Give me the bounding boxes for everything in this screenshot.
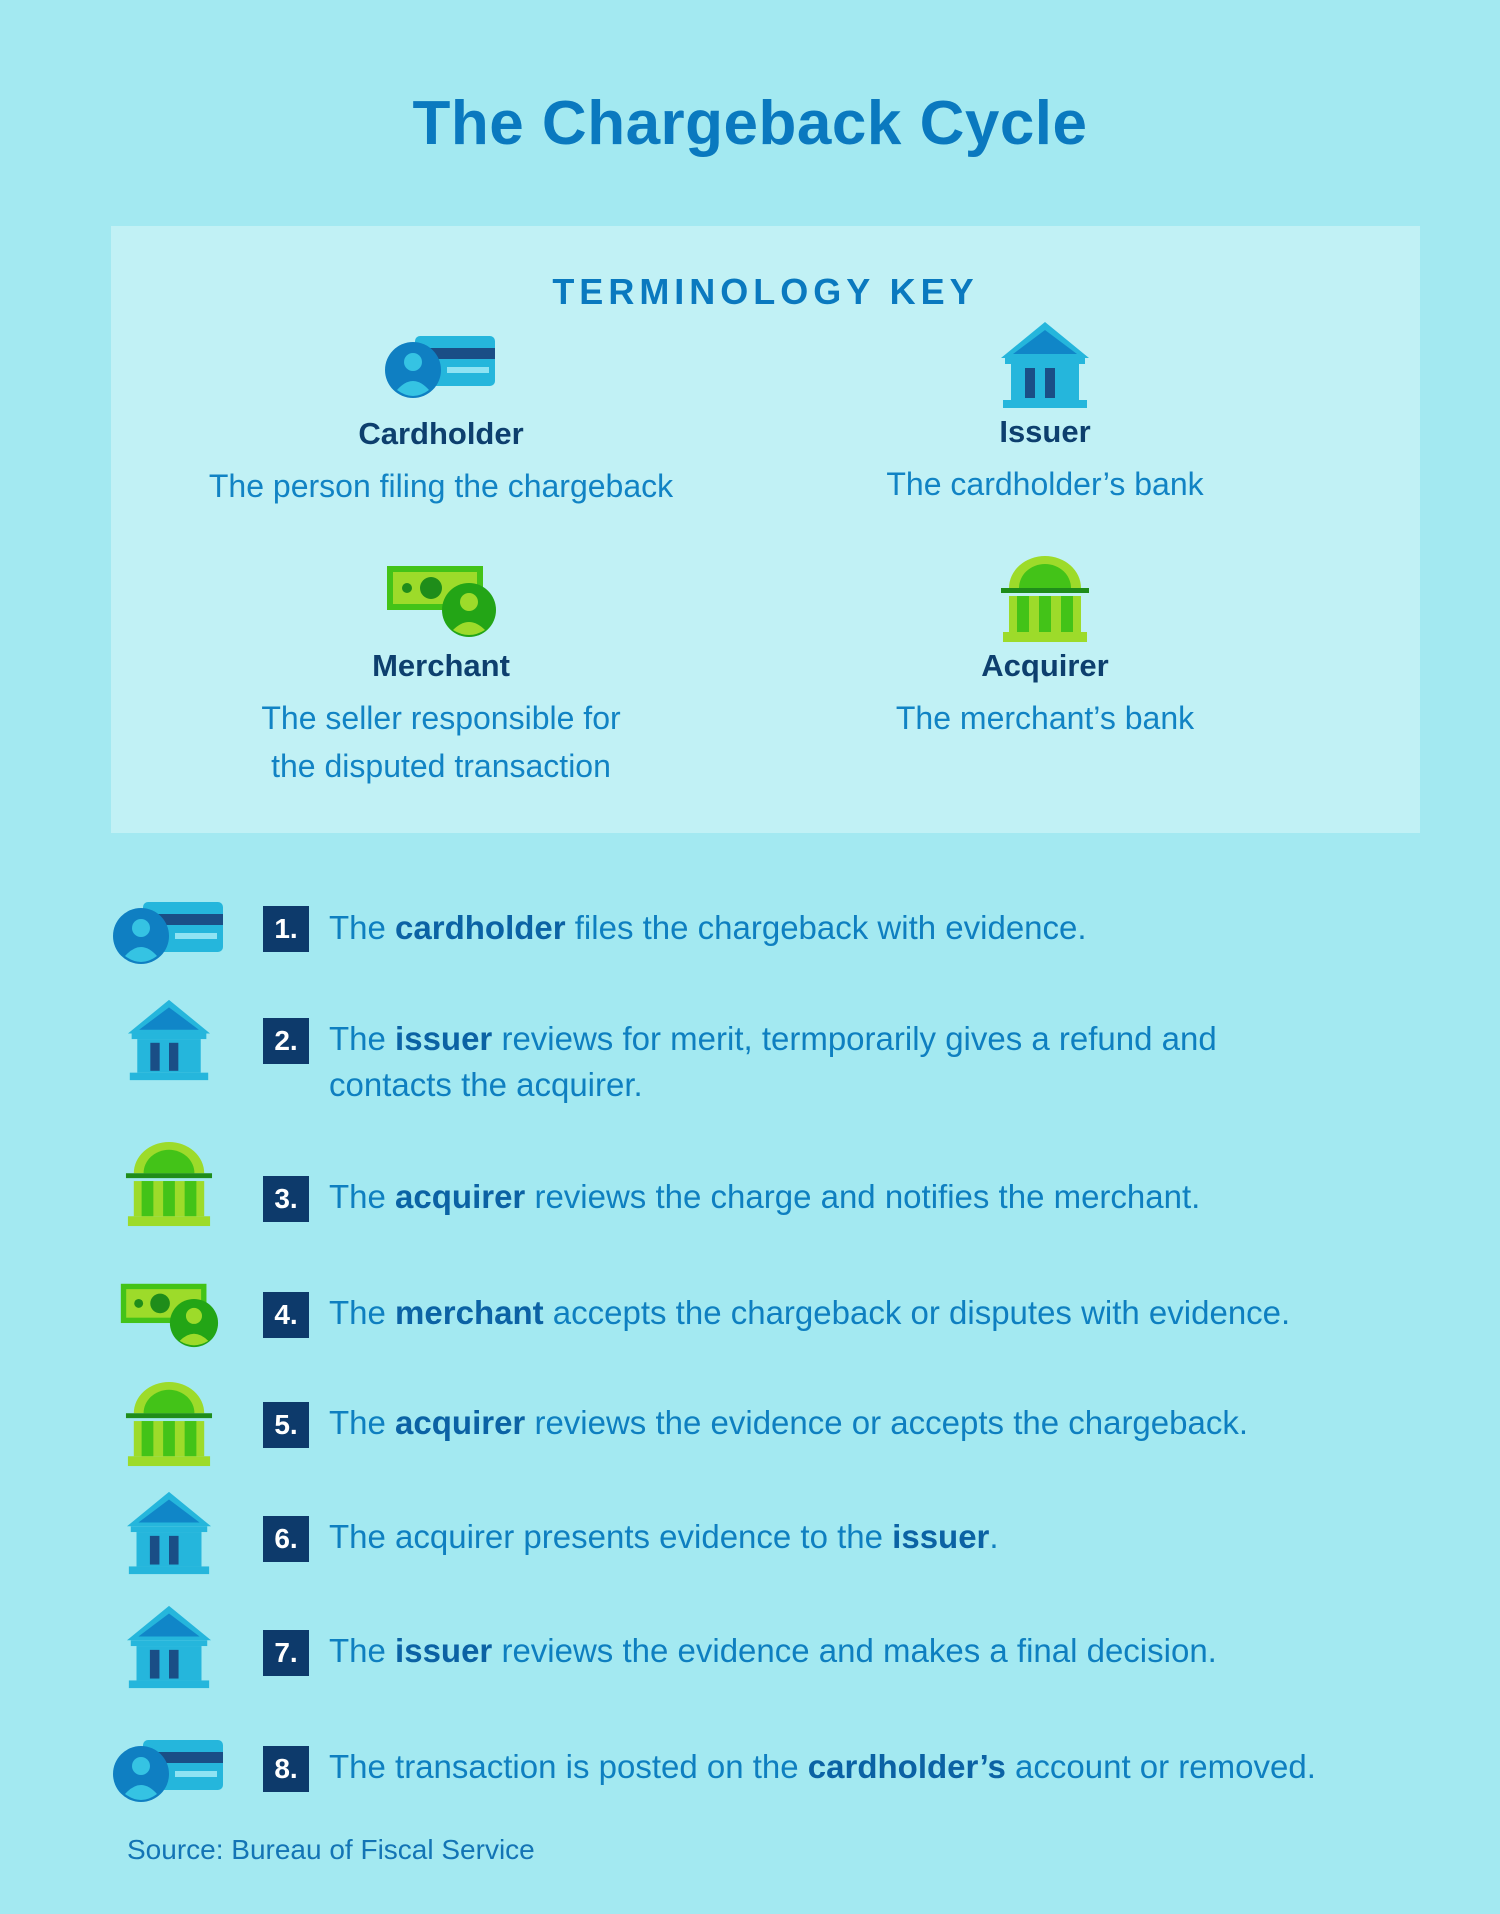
issuer-bank-icon bbox=[121, 1604, 217, 1690]
step-keyword: issuer bbox=[395, 1020, 493, 1057]
page-title: The Chargeback Cycle bbox=[412, 89, 1088, 158]
step-number: 3. bbox=[263, 1176, 309, 1222]
step-keyword: merchant bbox=[395, 1294, 544, 1331]
step-number: 6. bbox=[263, 1516, 309, 1562]
step-keyword: acquirer bbox=[395, 1178, 526, 1215]
step-text: The merchant accepts the chargeback or disputes with evidence. bbox=[329, 1294, 1291, 1331]
step-text: The acquirer reviews the evidence or accepts the chargeback. bbox=[329, 1404, 1249, 1441]
acquirer-bank-icon bbox=[997, 554, 1093, 644]
key-item-acquirer bbox=[815, 554, 1275, 742]
key-item-desc: The seller responsible for the disputed transaction bbox=[261, 700, 621, 784]
step-keyword: cardholder bbox=[395, 909, 566, 946]
key-item-name: Acquirer bbox=[981, 648, 1109, 683]
issuer-bank-icon bbox=[121, 998, 217, 1082]
step-number: 7. bbox=[263, 1630, 309, 1676]
step-keyword: acquirer bbox=[395, 1404, 526, 1441]
step-keyword: cardholder’s bbox=[807, 1748, 1006, 1785]
key-item-desc: The merchant’s bank bbox=[895, 700, 1195, 736]
key-item-cardholder bbox=[181, 334, 701, 510]
cardholder-icon bbox=[385, 334, 497, 398]
step-number: 5. bbox=[263, 1402, 309, 1448]
step-number: 2. bbox=[263, 1018, 309, 1064]
step-text: The issuer reviews the evidence and makes a final decision. bbox=[329, 1632, 1217, 1669]
step-keyword: issuer bbox=[395, 1632, 493, 1669]
key-item-issuer bbox=[815, 320, 1275, 508]
step-number: 1. bbox=[263, 906, 309, 952]
terminology-key-panel bbox=[111, 226, 1420, 833]
terminology-key-heading: TERMINOLOGY KEY bbox=[552, 271, 979, 312]
key-item-name: Merchant bbox=[372, 648, 510, 683]
acquirer-bank-icon bbox=[121, 1380, 217, 1468]
key-item-desc: The cardholder’s bank bbox=[886, 466, 1204, 502]
step-text: The acquirer reviews the charge and notifies the merchant. bbox=[329, 1178, 1201, 1215]
issuer-bank-icon bbox=[121, 1490, 217, 1576]
acquirer-bank-icon bbox=[121, 1140, 217, 1228]
step-number: 4. bbox=[263, 1292, 309, 1338]
merchant-icon bbox=[113, 1282, 225, 1348]
step-keyword: issuer bbox=[892, 1518, 990, 1555]
cardholder-icon bbox=[113, 900, 225, 964]
key-item-name: Issuer bbox=[999, 414, 1091, 449]
step-text: The acquirer presents evidence to the issuer. bbox=[329, 1518, 999, 1555]
step-text: The transaction is posted on the cardholder’s account or removed. bbox=[329, 1748, 1316, 1785]
step-number: 8. bbox=[263, 1746, 309, 1792]
merchant-icon bbox=[385, 564, 497, 638]
issuer-bank-icon bbox=[997, 320, 1093, 410]
key-item-merchant bbox=[241, 564, 641, 790]
step-text: The issuer reviews for merit, termporarily gives a refund and contacts the acquirer. bbox=[329, 1020, 1217, 1103]
step-text: The cardholder files the chargeback with evidence. bbox=[329, 909, 1087, 946]
key-item-name: Cardholder bbox=[358, 416, 524, 451]
source-note: Source: Bureau of Fiscal Service bbox=[127, 1834, 535, 1865]
key-item-desc: The person filing the chargeback bbox=[208, 468, 674, 504]
cardholder-icon bbox=[113, 1738, 225, 1802]
